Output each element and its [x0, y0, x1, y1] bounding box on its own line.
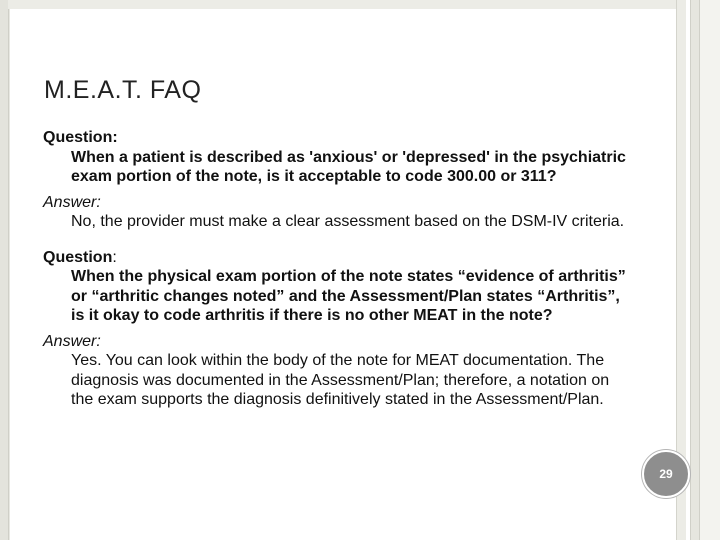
question-label-1: Question:: [43, 129, 118, 146]
question-text-2: When the physical exam portion of the note states “evidence of arthritis” or “arthritic changes noted” and the Assessment/Plan states “Arthritis”, is it okay to code arthritis if there is no other MEAT in the note?: [71, 268, 626, 324]
faq-content: [43, 128, 633, 410]
question-label-2-word: Question: [43, 248, 113, 266]
slide-title: M.E.A.T. FAQ: [44, 76, 202, 104]
slide-number-badge: 29: [642, 450, 690, 498]
question-label-2: [43, 248, 633, 268]
answer-text-2: Yes. You can look within the body of the note for MEAT documentation. The diagnosis was documented in the Assessment/Plan; therefore, a notation on the exam supports the diagnosis definitively stated in the Assessment/Plan.: [71, 352, 610, 408]
slide-frame-top: [8, 0, 677, 9]
slide-rail-edge: [700, 0, 720, 540]
question-label-2-colon: :: [112, 248, 117, 266]
slide-frame-left: [0, 0, 9, 540]
answer-label-2: Answer:: [43, 332, 101, 350]
answer-label-1: Answer:: [43, 193, 101, 211]
answer-text-1: No, the provider must make a clear assessment based on the DSM-IV criteria.: [71, 213, 625, 230]
slide-rail-middle: [690, 0, 700, 540]
question-text-1: When a patient is described as 'anxious' or 'depressed' in the psychiatric exam portion of the note, is it acceptable to code 300.00 or 311?: [71, 148, 626, 185]
faq-item-2: [43, 248, 633, 410]
slide-frame-left-inner: [9, 9, 10, 540]
faq-item-1: [43, 128, 633, 232]
